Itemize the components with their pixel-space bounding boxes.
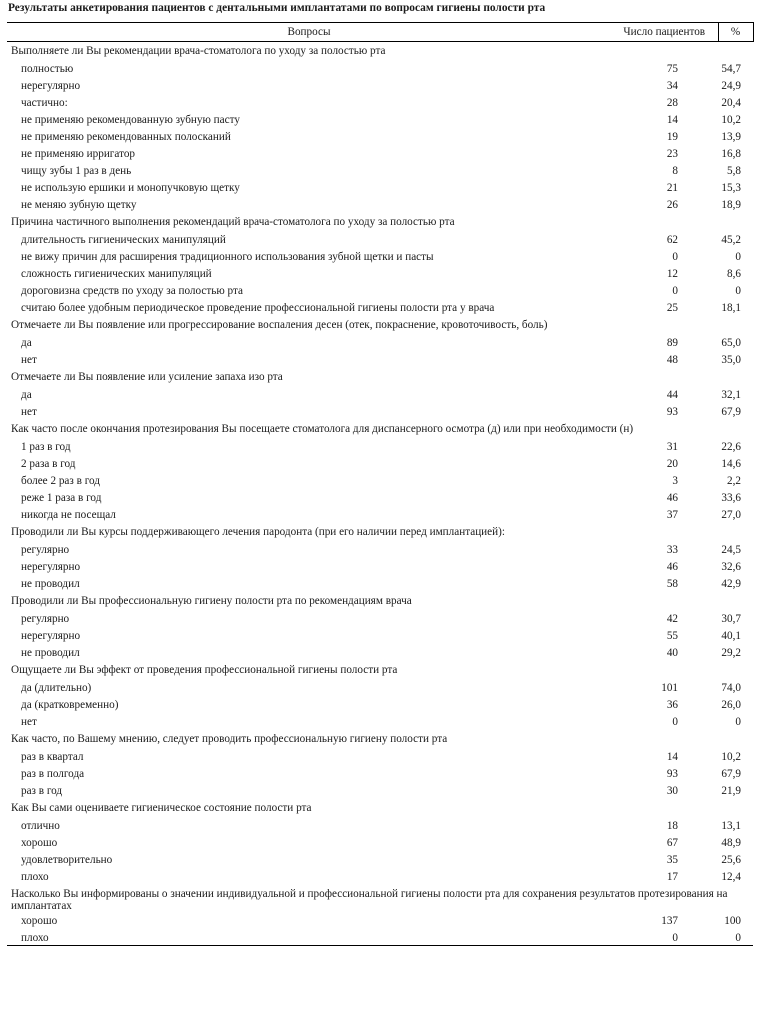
answer-label: хорошо [21,914,58,927]
answer-row [7,696,753,713]
question-text: Как часто после окончания протезирования Вы посещаете стоматолога для диспансерного осмотра (д) или при необходимости (н) [11,422,634,435]
answer-row [7,438,753,455]
answer-label: нет [21,353,37,366]
question-text: Насколько Вы информированы о значении индивидуальной и профессиональной гигиены полости рта для сохранения результатов протезирования на имплантатах [11,887,728,912]
answer-count: 28 [666,96,678,109]
answer-count: 14 [666,113,678,126]
answer-label: нет [21,715,37,728]
answer-count: 20 [666,457,678,470]
answer-row [7,834,753,851]
answer-percent: 67,9 [721,405,741,418]
answer-count: 58 [666,577,678,590]
answer-label: сложность гигиенических манипуляций [21,267,212,280]
answer-label: регулярно [21,543,70,556]
answer-percent: 40,1 [721,629,741,642]
question-text: Ощущаете ли Вы эффект от проведения профессиональной гигиены полости рта [11,663,398,676]
answer-percent: 45,2 [721,233,741,246]
answer-row [7,455,753,472]
answer-percent: 32,6 [721,560,741,573]
answer-label: дороговизна средств по уходу за полостью рта [21,284,243,297]
answer-percent: 25,6 [721,853,741,866]
answer-count: 75 [666,62,678,75]
question-row [7,42,753,60]
answer-label: раз в полгода [21,767,85,780]
header-count: Число пациентов [611,23,718,42]
answer-percent: 15,3 [721,181,741,194]
answer-row [7,575,753,592]
answer-row [7,851,753,868]
answer-percent: 24,5 [721,543,741,556]
answer-row [7,299,753,316]
answer-label: частично: [21,96,68,109]
answer-percent: 2,2 [727,474,741,487]
answer-percent: 54,7 [721,62,741,75]
answer-label: не применяю рекомендованных полосканий [21,130,231,143]
answer-percent: 33,6 [721,491,741,504]
answer-label: считаю более удобным периодическое проведение профессиональной гигиены полости рта у врача [21,301,495,314]
answer-percent: 14,6 [721,457,741,470]
answer-label: плохо [7,929,611,946]
answer-percent: 8,6 [727,267,741,280]
answer-row [7,111,753,128]
answer-row [7,265,753,282]
answer-row [7,748,753,765]
answer-percent: 21,9 [721,784,741,797]
answer-count: 35 [666,853,678,866]
answer-percent: 0 [718,929,753,946]
table-body [7,42,753,946]
answer-count: 12 [666,267,678,280]
answer-label: не вижу причин для расширения традиционного использования зубной щетки и пасты [21,250,434,263]
answer-count: 25 [666,301,678,314]
answer-row [7,282,753,299]
question-row [7,661,753,679]
answer-label: плохо [21,870,49,883]
question-row [7,885,753,912]
answer-row [7,77,753,94]
answer-row [7,765,753,782]
answer-row [7,196,753,213]
header-percent: % [718,23,753,42]
answer-count: 101 [661,681,678,694]
answer-count: 48 [666,353,678,366]
answer-percent: 32,1 [721,388,741,401]
answer-percent: 10,2 [721,750,741,763]
answer-count: 40 [666,646,678,659]
answer-label: нет [21,405,37,418]
answer-label: удовлетворительно [21,853,113,866]
answer-count: 67 [666,836,678,849]
answer-label: не проводил [21,577,80,590]
answer-count: 3 [672,474,678,487]
answer-label: регулярно [21,612,70,625]
answer-label: да (кратковременно) [21,698,119,711]
answer-count: 17 [666,870,678,883]
answer-count: 42 [666,612,678,625]
answer-count: 14 [666,750,678,763]
answer-count: 36 [666,698,678,711]
answer-label: нерегулярно [21,629,81,642]
answer-row [7,231,753,248]
answer-row [7,912,753,929]
question-row [7,799,753,817]
answer-count: 33 [666,543,678,556]
answer-label: да [21,336,32,349]
answer-row [7,403,753,420]
answer-count: 21 [666,181,678,194]
answer-row [7,627,753,644]
answer-label: отлично [21,819,60,832]
answer-count: 31 [666,440,678,453]
answer-percent: 26,0 [721,698,741,711]
answer-count: 62 [666,233,678,246]
answer-count: 0 [672,284,678,297]
answer-percent: 13,1 [721,819,741,832]
answer-row [7,506,753,523]
answer-percent: 67,9 [721,767,741,780]
answer-percent: 24,9 [721,79,741,92]
question-text: Как Вы сами оцениваете гигиеническое состояние полости рта [11,801,312,814]
answer-percent: 12,4 [721,870,741,883]
question-row [7,730,753,748]
answer-label: реже 1 раза в год [21,491,102,504]
answer-row [7,179,753,196]
question-text: Выполняете ли Вы рекомендации врача-стоматолога по уходу за полостью рта [11,45,386,57]
answer-count: 8 [672,164,678,177]
answer-label: да (длительно) [21,681,92,694]
question-text: Отмечаете ли Вы появление или усиление запаха изо рта [11,370,283,383]
answer-count: 44 [666,388,678,401]
answer-row [7,782,753,799]
answer-label: не применяю рекомендованную зубную пасту [21,113,240,126]
answer-row [7,128,753,145]
answer-percent: 48,9 [721,836,741,849]
answer-label: длительность гигиенических манипуляций [21,233,226,246]
question-row [7,213,753,231]
answer-count: 137 [661,914,678,927]
answer-row [7,386,753,403]
answer-label: не использую ершики и монопучковую щетку [21,181,240,194]
question-row [7,420,753,438]
answer-percent: 0 [735,715,741,728]
answer-row [7,60,753,77]
answer-row [7,929,753,946]
answer-row [7,610,753,627]
answer-label: более 2 раз в год [21,474,100,487]
answer-count: 26 [666,198,678,211]
answer-label: 1 раз в год [21,440,71,453]
answer-label: чищу зубы 1 раз в день [21,164,132,177]
answer-count: 23 [666,147,678,160]
answer-percent: 18,9 [721,198,741,211]
answer-percent: 16,8 [721,147,741,160]
answer-label: да [21,388,32,401]
answer-percent: 35,0 [721,353,741,366]
table-title: Результаты анкетирования пациентов с дентальными имплантатами по вопросам гигиены полости рта [8,2,546,14]
answer-row [7,351,753,368]
answer-percent: 13,9 [721,130,741,143]
answer-row [7,334,753,351]
answer-row [7,489,753,506]
answer-label: 2 раза в год [21,457,76,470]
answer-count: 46 [666,491,678,504]
answer-count: 89 [666,336,678,349]
answer-count: 0 [672,250,678,263]
answer-label: раз в год [21,784,63,797]
survey-table [7,22,754,946]
answer-count: 93 [666,405,678,418]
answer-percent: 22,6 [721,440,741,453]
answer-row [7,248,753,265]
answer-percent: 10,2 [721,113,741,126]
question-row [7,316,753,334]
header-questions: Вопросы [7,23,611,42]
answer-label: хорошо [21,836,58,849]
answer-label: никогда не посещал [21,508,116,521]
answer-percent: 30,7 [721,612,741,625]
answer-label: нерегулярно [21,79,81,92]
answer-row [7,94,753,111]
header-row [7,23,753,42]
answer-label: нерегулярно [21,560,81,573]
answer-row [7,558,753,575]
answer-count: 0 [611,929,718,946]
answer-count: 0 [672,715,678,728]
answer-count: 18 [666,819,678,832]
answer-label: не меняю зубную щетку [21,198,137,211]
answer-percent: 27,0 [721,508,741,521]
answer-percent: 0 [735,250,741,263]
answer-count: 30 [666,784,678,797]
answer-label: раз в квартал [21,750,84,763]
answer-row [7,145,753,162]
question-row [7,368,753,386]
answer-count: 37 [666,508,678,521]
answer-count: 46 [666,560,678,573]
answer-row [7,541,753,558]
answer-percent: 100 [724,914,741,927]
answer-percent: 0 [735,284,741,297]
question-text: Как часто, по Вашему мнению, следует проводить профессиональную гигиену полости рта [11,732,448,745]
answer-percent: 20,4 [721,96,741,109]
answer-label: не применяю ирригатор [21,147,136,160]
answer-row [7,472,753,489]
question-text: Проводили ли Вы курсы поддерживающего лечения пародонта (при его наличии перед имплантацией): [11,525,505,538]
answer-row [7,868,753,885]
answer-row [7,679,753,696]
question-text: Проводили ли Вы профессиональную гигиену полости рта по рекомендациям врача [11,594,412,607]
question-row [7,523,753,541]
answer-row [7,644,753,661]
answer-count: 19 [666,130,678,143]
question-text: Причина частичного выполнения рекомендаций врача-стоматолога по уходу за полостью рта [11,215,455,228]
question-text: Отмечаете ли Вы появление или прогрессирование воспаления десен (отек, покраснение, кровоточивость, боль) [11,318,548,331]
answer-label: полностью [21,62,74,75]
answer-count: 55 [666,629,678,642]
answer-percent: 5,8 [727,164,741,177]
answer-percent: 65,0 [721,336,741,349]
answer-percent: 42,9 [721,577,741,590]
question-row [7,592,753,610]
answer-label: не проводил [21,646,80,659]
answer-row [7,713,753,730]
answer-percent: 18,1 [721,301,741,314]
answer-count: 93 [666,767,678,780]
answer-count: 34 [666,79,678,92]
answer-row [7,162,753,179]
answer-row [7,817,753,834]
answer-percent: 29,2 [721,646,741,659]
answer-percent: 74,0 [721,681,741,694]
